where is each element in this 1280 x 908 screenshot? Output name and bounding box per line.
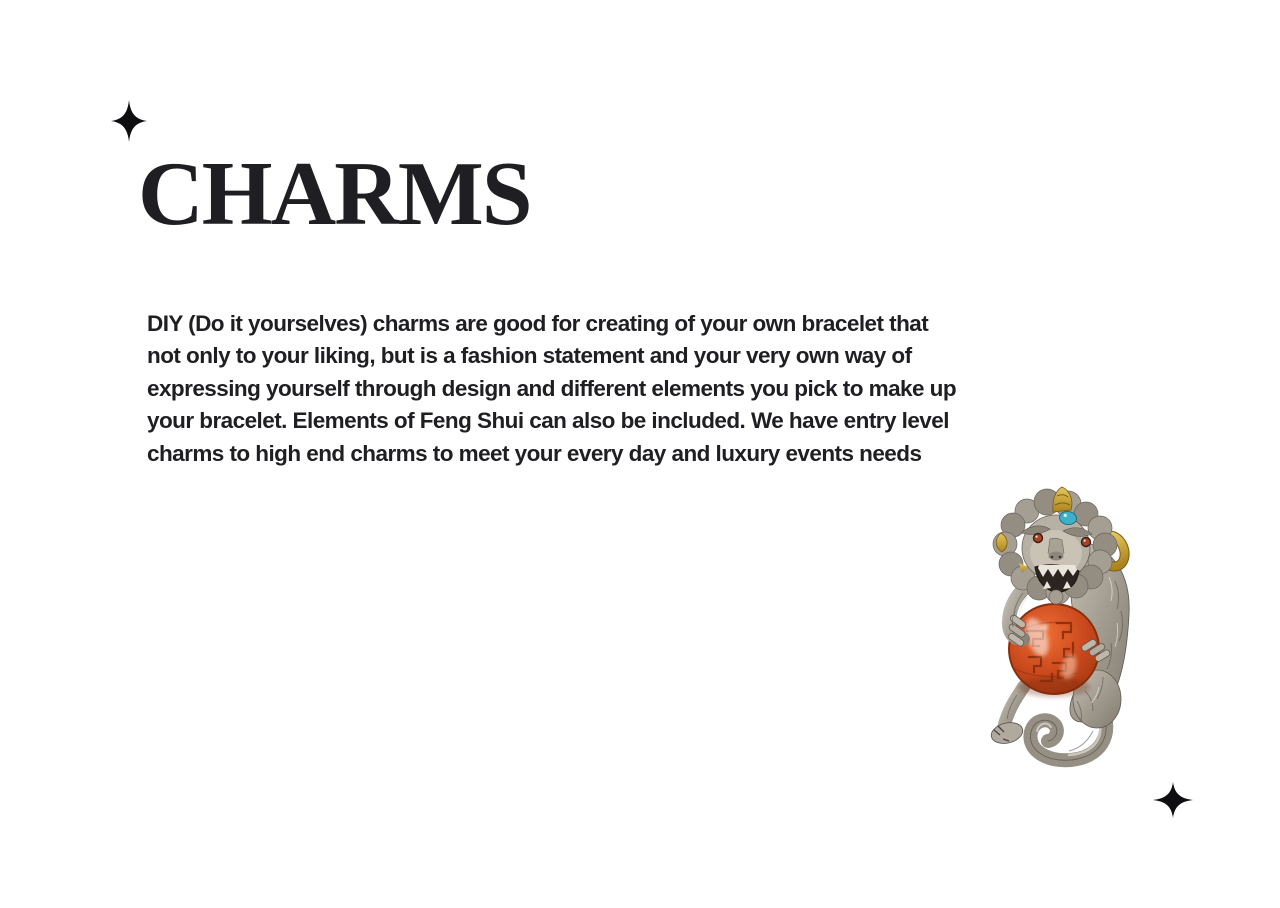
body-line: your bracelet. Elements of Feng Shui can also be included. We have entry level [147, 408, 949, 434]
charm-left-leg [989, 685, 1025, 747]
body-line: charms to high end charms to meet your every day and luxury events needs [147, 440, 922, 466]
charm-pendant-image [965, 481, 1147, 781]
body-line: DIY (Do it yourselves) charms are good for creating of your own bracelet that [147, 311, 929, 336]
body-line: not only to your liking, but is a fashion statement and your very own way of [147, 343, 912, 369]
body-text [147, 308, 1047, 470]
sparkle-icon [1153, 782, 1193, 818]
foo-dog-charm-illustration [965, 481, 1147, 781]
body-line: expressing yourself through design and different elements you pick to make up [147, 375, 957, 401]
sparkle-icon [111, 100, 147, 142]
page-title: CHARMS [138, 143, 531, 244]
